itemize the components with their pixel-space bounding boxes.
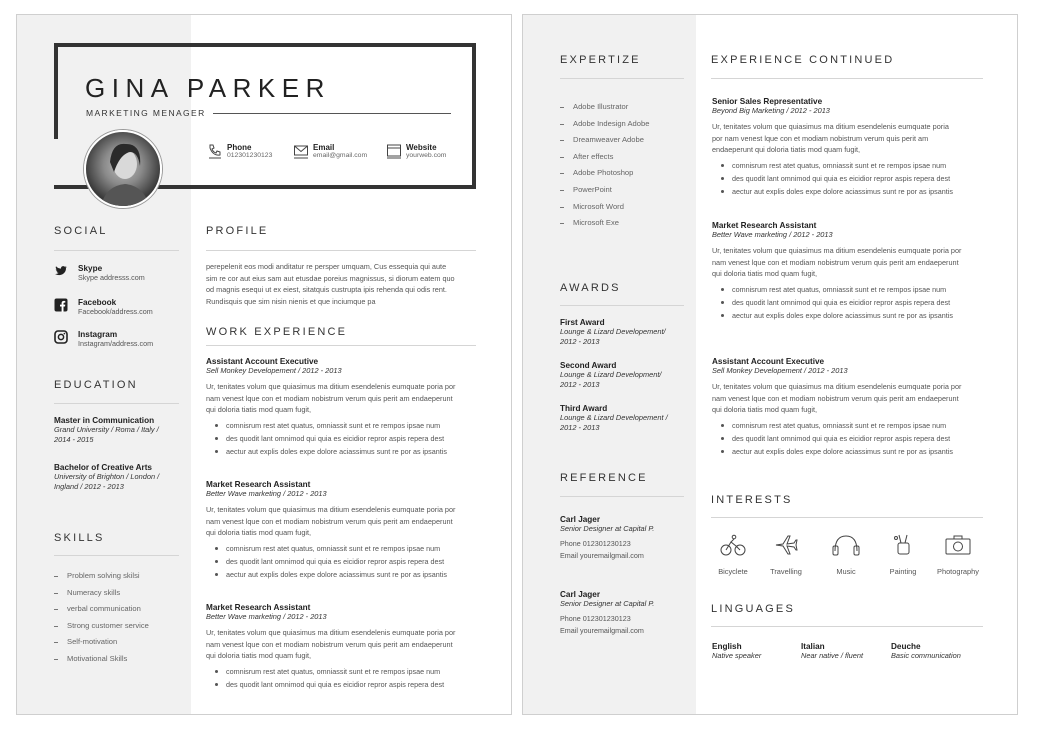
language-item <box>712 642 761 661</box>
education-school: Grand University / Roma / Italy / <box>54 425 159 434</box>
job-title: Market Research Assistant <box>712 221 817 230</box>
award-years: 2012 - 2013 <box>560 423 600 432</box>
work-experience-rule <box>206 345 476 346</box>
skill-item: Numeracy skills <box>54 585 149 602</box>
job-bullet: comnisrum rest atet quatus, omniassit sunt et re rempos ipsae num <box>712 283 1004 296</box>
education-school: University of Brighton / London / <box>54 472 160 481</box>
resume-page-1 <box>16 14 512 715</box>
job-bullets <box>206 665 498 691</box>
camera-icon <box>943 533 973 557</box>
reference-email[interactable]: Email youremailgmail.com <box>560 626 644 635</box>
bicycle-icon <box>720 533 746 557</box>
paint-icon <box>890 533 916 557</box>
job-desc-line: Ur, tenitates volum que quiasimus ma ditium esendelenis eumquate poria <box>712 122 949 131</box>
job-desc-line: Ur, tenitates volum que quiasimus ma ditium esendelenis eumquate poria por <box>712 382 962 391</box>
job-bullet: des quodit lant omnimod qui quia es eicidior repror aspis repera dest <box>712 172 1004 185</box>
award-name: First Award <box>560 318 605 327</box>
avatar <box>84 130 162 208</box>
languages-title: LINGUAGES <box>711 603 795 615</box>
continued-job-1 <box>712 97 1004 198</box>
job-bullet: des quodit lant omnimod qui quia es eicidior repror aspis repera dest <box>206 555 498 568</box>
experience-continued-title: EXPERIENCE CONTINUED <box>711 54 895 66</box>
job-bullet: des quodit lant omnimod qui quia es eicidior repror aspis repera dest <box>712 432 1004 445</box>
job-desc-line: nam venest lque con et modiam nobistrum verum quis perit am endaeperunt <box>712 393 959 403</box>
interests-title: INTERESTS <box>711 494 793 506</box>
expertize-title: EXPERTIZE <box>560 54 641 66</box>
twitter-icon <box>54 264 68 278</box>
candidate-name: GINA PARKER <box>85 73 331 103</box>
header-frame-left <box>54 43 58 139</box>
interest-label: Painting <box>889 567 917 576</box>
phone-icon <box>207 143 223 159</box>
expertize-item: PowerPoint <box>560 182 649 199</box>
social-facebook-label: Facebook <box>78 298 117 307</box>
job-desc-line: qui doloria tiatis mod quam fugit, <box>712 269 818 278</box>
awards-title: AWARDS <box>560 282 621 294</box>
education-title: EDUCATION <box>54 379 138 391</box>
experience-continued-rule <box>711 78 983 79</box>
interest-painting <box>873 533 933 579</box>
job-desc-line: nam venest lque con et modiam nobistrum verum quis perit am endaeperunt <box>712 257 959 267</box>
job-bullet: comnisrum rest atet quatus, omniassit sunt et re rempos ipsae num <box>206 542 498 555</box>
contact-phone[interactable] <box>207 143 272 159</box>
job-company: Better Wave marketing / 2012 - 2013 <box>712 230 833 239</box>
language-item <box>891 642 961 661</box>
job-bullets <box>712 159 1004 198</box>
job-desc-line: qui doloria tiatis mod quam fugit, <box>206 405 312 414</box>
job-company: Sell Monkey Developement / 2012 - 2013 <box>206 366 342 375</box>
job-desc-line: qui doloria tiatis mod quam fugit, <box>206 528 312 537</box>
expertize-item: Adobe Photoshop <box>560 165 649 182</box>
education-rule <box>54 403 179 404</box>
reference-name: Carl Jager <box>560 515 601 524</box>
reference-item <box>560 590 690 637</box>
reference-role: Senior Designer at Capital P. <box>560 524 655 533</box>
education-degree: Master in Communication <box>54 416 155 425</box>
expertize-item: Microsoft Word <box>560 199 649 216</box>
reference-item <box>560 515 690 562</box>
skill-item: verbal communication <box>54 601 149 618</box>
award-org: Lounge & Lizard Development/ <box>560 370 662 379</box>
language-name: Deuche <box>891 642 921 651</box>
skill-item: Problem solving skilsi <box>54 568 149 585</box>
expertize-item: After effects <box>560 149 649 166</box>
award-name: Second Award <box>560 361 617 370</box>
job-bullet: des quodit lant omnimod qui quia es eicidior repror aspis repera dest <box>206 432 498 445</box>
education-degree: Bachelor of Creative Arts <box>54 463 152 472</box>
job-bullet: aectur aut explis doles expe dolore aciassimus sunt re por as ipsantis <box>206 568 498 581</box>
expertize-item: Dreamweaver Adobe <box>560 132 649 149</box>
reference-name: Carl Jager <box>560 590 601 599</box>
expertize-item: Microsoft Exe <box>560 215 649 232</box>
job-desc-line: Ur, tenitates volum que quiasimus ma ditium esendelenis eumquate poria por <box>206 505 456 514</box>
reference-title: REFERENCE <box>560 472 648 484</box>
languages-rule <box>711 626 983 627</box>
reference-phone: Phone 012301230123 <box>560 539 631 548</box>
job-desc-line: qui doloria tiatis mod quam fugit, <box>712 405 818 414</box>
job-title: Market Research Assistant <box>206 480 311 489</box>
interest-bicycle <box>703 533 763 579</box>
job-desc-line: nam venest lque con et modiam nobistrum verum quis perit am endaeperunt <box>206 639 453 649</box>
job-title: Senior Sales Representative <box>712 97 823 106</box>
award-org: Lounge & Lizard Developement / <box>560 413 668 422</box>
job-desc-line: Ur, tenitates volum que quiasimus ma ditium esendelenis eumquate poria por <box>712 246 962 255</box>
social-instagram-label: Instagram <box>78 330 118 339</box>
social-skype-label: Skype <box>78 264 103 273</box>
education-years: 2014 - 2015 <box>54 435 94 444</box>
job-bullets <box>206 419 498 458</box>
award-org: Lounge & Lizard Developement/ <box>560 327 666 336</box>
airplane-icon <box>773 533 799 557</box>
job-title: Assistant Account Executive <box>712 357 825 366</box>
expertize-rule <box>560 78 684 79</box>
language-level: Basic communication <box>891 651 961 660</box>
profile-line: od magnis esequi ut ex eiest, sitatquis custrupta ipis rehenda qui odis rent. <box>206 285 447 294</box>
job-desc-line: Ur, tenitates volum que quiasimus ma ditium esendelenis eumquate poria por <box>206 628 456 637</box>
headphones-icon <box>831 533 861 557</box>
social-skype-value: Skype addresss.com <box>78 273 145 282</box>
job-desc-line: qui doloria tiatis mod quam fugit, <box>206 651 312 660</box>
work-job-2 <box>206 480 498 581</box>
expertize-item: Adobe Indesign Adobe <box>560 116 649 133</box>
envelope-icon <box>293 143 309 159</box>
job-title: Assistant Account Executive <box>206 357 319 366</box>
job-bullet: comnisrum rest atet quatus, omniassit sunt et re rempos ipsae num <box>206 419 498 432</box>
job-bullet: comnisrum rest atet quatus, omniassit sunt et re rempos ipsae num <box>206 665 498 678</box>
instagram-icon <box>54 330 68 344</box>
contact-phone-value: 012301230123 <box>227 152 273 159</box>
interest-label: Travelling <box>770 567 802 576</box>
social-title: SOCIAL <box>54 225 108 237</box>
job-company: Better Wave marketing / 2012 - 2013 <box>206 612 327 621</box>
contact-website[interactable] <box>386 143 446 159</box>
language-level: Native speaker <box>712 651 762 660</box>
award-name: Third Award <box>560 404 608 413</box>
profile-line: Rundisquis que sim nisin nienis et que inciumque pa <box>206 296 376 306</box>
resume-page-2 <box>522 14 1018 715</box>
education-item <box>54 463 189 492</box>
job-company: Sell Monkey Developement / 2012 - 2013 <box>712 366 848 375</box>
interest-label: Bicyclete <box>718 567 748 576</box>
contact-website-label: Website <box>406 143 437 152</box>
candidate-role: MARKETING MENAGER <box>86 108 206 118</box>
job-desc-line: por nam venest lque con et modiam nobistrum verum quis perit am <box>712 133 929 143</box>
job-bullets <box>206 542 498 581</box>
skill-item: Self-motivation <box>54 634 149 651</box>
expertize-list <box>560 99 649 232</box>
social-facebook-value: Facebook/address.com <box>78 307 153 316</box>
contact-email-label: Email <box>313 143 335 152</box>
social-item-facebook[interactable] <box>54 298 153 317</box>
award-item <box>560 404 690 433</box>
profile-title: PROFILE <box>206 225 269 237</box>
interest-label: Music <box>836 567 856 576</box>
social-item-instagram[interactable] <box>54 330 153 349</box>
job-bullet: comnisrum rest atet quatus, omniassit sunt et re rempos ipsae num <box>712 419 1004 432</box>
role-divider <box>213 113 451 114</box>
interests-rule <box>711 517 983 518</box>
job-bullet: des quodit lant omnimod qui quia es eicidior repror aspis repera dest <box>206 678 498 691</box>
interest-travelling <box>756 533 816 579</box>
job-title: Market Research Assistant <box>206 603 311 612</box>
job-bullet: aectur aut explis doles expe dolore aciassimus sunt re por as ipsantis <box>712 309 1004 322</box>
social-instagram-value: Instagram/address.com <box>78 339 154 348</box>
interest-photography <box>928 533 988 579</box>
facebook-icon <box>54 298 68 312</box>
award-item <box>560 318 690 347</box>
job-company: Better Wave marketing / 2012 - 2013 <box>206 489 327 498</box>
job-desc-line: nam venest lque con et modiam nobistrum verum quis perit am endaeperunt <box>206 516 453 526</box>
skills-rule <box>54 555 179 556</box>
language-name: Italian <box>801 642 825 651</box>
profile-rule <box>206 250 476 251</box>
profile-line: sim re cor aut eius sam aut etusdae poreius magnissus, si diorum eatem quo <box>206 273 455 283</box>
profile-line: perepelenit eos modi anditatur re persper umquam, Cus essequia qui aute <box>206 262 447 271</box>
awards-rule <box>560 305 684 306</box>
reference-rule <box>560 496 684 497</box>
job-bullets <box>712 283 1004 322</box>
language-item <box>801 642 863 661</box>
browser-icon <box>386 143 402 159</box>
social-item-skype[interactable] <box>54 264 145 283</box>
job-bullet: aectur aut explis doles expe dolore aciassimus sunt re por as ipsantis <box>206 445 498 458</box>
expertize-item: Adobe Illustrator <box>560 99 649 116</box>
language-level: Near native / fluent <box>801 651 864 660</box>
job-desc-line: nam venest lque con et modiam nobistrum verum quis perit am endaeperunt <box>206 393 453 403</box>
skill-item: Motivational Skills <box>54 651 149 668</box>
contact-email-value: email@gmail.com <box>313 152 368 159</box>
award-years: 2012 - 2013 <box>560 337 600 346</box>
contact-website-value: yourweb.com <box>406 152 447 159</box>
skills-title: SKILLS <box>54 532 105 544</box>
language-name: English <box>712 642 742 651</box>
job-bullet: aectur aut explis doles expe dolore aciassimus sunt re por as ipsantis <box>712 185 1004 198</box>
work-experience-title: WORK EXPERIENCE <box>206 326 348 338</box>
skills-list <box>54 568 149 668</box>
continued-job-2 <box>712 221 1004 322</box>
job-bullet: des quodit lant omnimod qui quia es eicidior repror aspis repera dest <box>712 296 1004 309</box>
award-item <box>560 361 690 390</box>
contact-phone-label: Phone <box>227 143 252 152</box>
job-desc-line: Ur, tenitates volum que quiasimus ma ditium esendelenis eumquate poria por <box>206 382 456 391</box>
reference-role: Senior Designer at Capital P. <box>560 599 655 608</box>
interest-label: Photography <box>937 567 979 576</box>
job-bullet: comnisrum rest atet quatus, omniassit sunt et re rempos ipsae num <box>712 159 1004 172</box>
continued-job-3 <box>712 357 1004 458</box>
job-bullet: aectur aut explis doles expe dolore aciassimus sunt re por as ipsantis <box>712 445 1004 458</box>
education-item <box>54 416 189 445</box>
job-bullets <box>712 419 1004 458</box>
reference-phone: Phone 012301230123 <box>560 614 631 623</box>
skill-item: Strong customer service <box>54 618 149 635</box>
contact-email[interactable] <box>293 143 367 159</box>
interest-music <box>816 533 876 579</box>
social-rule <box>54 250 179 251</box>
job-desc-line: endaeperunt qui doloria tiatis mod quam fugit, <box>712 145 861 154</box>
work-job-1 <box>206 357 498 458</box>
education-years: Ingland / 2012 - 2013 <box>54 482 124 491</box>
reference-email[interactable]: Email youremailgmail.com <box>560 551 644 560</box>
profile-text <box>206 261 496 307</box>
job-company: Beyond Big Marketing / 2012 - 2013 <box>712 106 830 115</box>
award-years: 2012 - 2013 <box>560 380 600 389</box>
work-job-3 <box>206 603 498 691</box>
